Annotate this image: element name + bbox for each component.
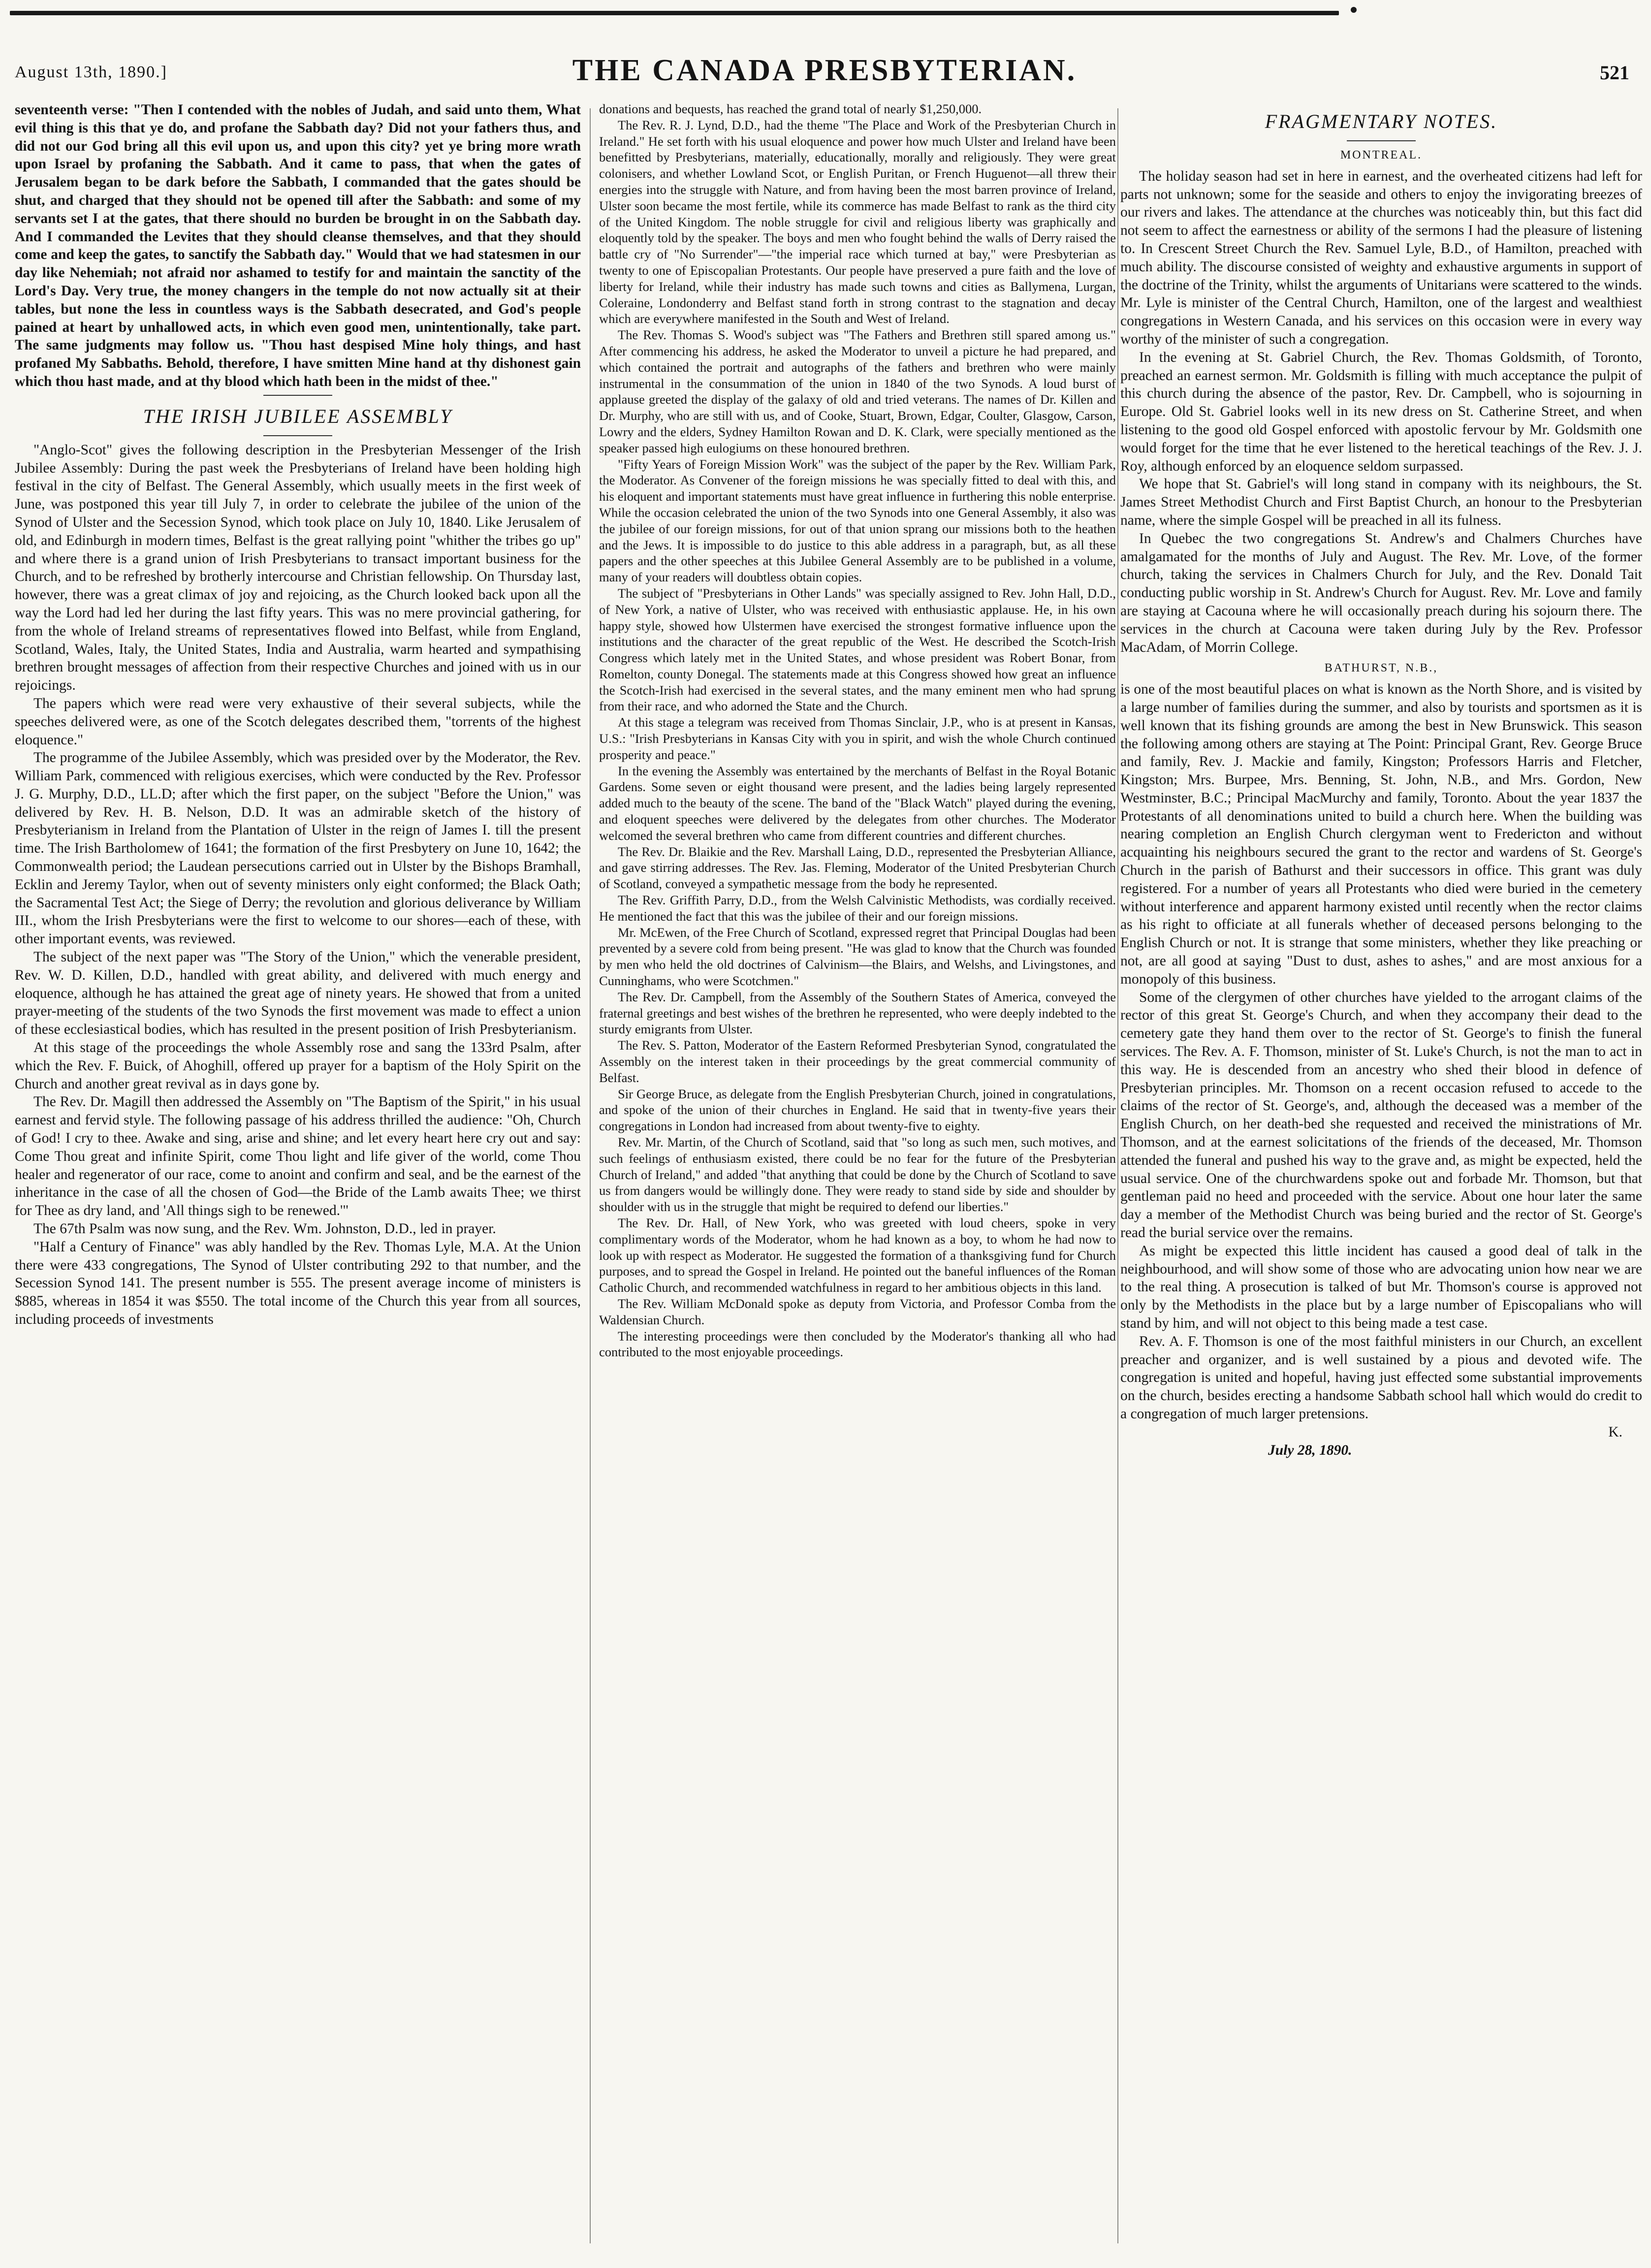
- article-paragraph: The 67th Psalm was now sung, and the Rev. Wm. Johnston, D.D., led in prayer.: [33, 1221, 496, 1237]
- article-paragraph: The Rev. R. J. Lynd, D.D., had the theme "The Place and Work of the Presbyterian Church in Ireland." He set forth with his usual eloquence and power how much Ulster and Ireland have been benefitted by Presbyterians, materially, educationally, morally and religiously. They were great colonisers, and whether Lowland Scot, or English Puritan, or French Huguenot—all threw their energies into the struggle with Nature, and from having been the most barren province of Ireland, Ulster soon became the most fertile, while its commerce has made Belfast to rank as the third city of the United Kingdom. The noble struggle for civil and religious liberty was graphically and eloquently told by the speaker. The boys and men who fought behind the walls of Derry raised the battle cry of "No Surrender"—"the imperial race which turned at bay," were Presbyterian as twenty to one of Episcopalian Protestants. Our people have preserved a pure faith and the love of liberty for Ireland, while their industry has made such towns and cities as Ballymena, Lurgan, Coleraine, Londonderry and Belfast stand forth in strong contrast to the stagnation and decay which are everywhere manifested in the South and West of Ireland.: [599, 117, 1116, 326]
- article-paragraph: Mr. McEwen, of the Free Church of Scotland, expressed regret that Principal Douglas had been prevented by a severe cold from being present. "He was glad to know that the Church was founded by men who held the old doctrines of Calvinism—the Blairs, and Welshs, and Livingstones, and Cunninghams, who were Scotchmen.": [599, 925, 1116, 989]
- article-paragraph: The Rev. Dr. Hall, of New York, who was greeted with loud cheers, spoke in very complimentary words of the Moderator, whom he had known as a boy, to whom he had now to look up with respect as Moderator. He suggested the formation of a thanksgiving fund for Church purposes, and to spread the Gospel in Ireland. He pointed out the baneful influences of the Roman Catholic Church, and recommended watchfulness in regard to her ambitious objects in this land.: [599, 1215, 1116, 1295]
- column-2: [599, 101, 1116, 2248]
- article-paragraph: At this stage of the proceedings the whole Assembly rose and sang the 133rd Psalm, after which the Rev. F. Buick, of Ahoghill, offered up prayer for a baptism of the Holy Spirit on the Church and another great revival as in days gone by.: [15, 1040, 581, 1092]
- article-paragraph: We hope that St. Gabriel's will long stand in company with its neighbours, the St. James Street Methodist Church and First Baptist Church, an honour to the Presbyterian name, where the simple Gospel will be preached in all its fulness.: [1120, 476, 1642, 528]
- article-paragraph: The Rev. Griffith Parry, D.D., from the Welsh Calvinistic Methodists, was cordially received. He mentioned the fact that this was the jubilee of their and our foreign missions.: [599, 893, 1116, 924]
- column-divider: [590, 108, 591, 2243]
- column-3: [1120, 101, 1642, 2248]
- article-paragraph: Rev. Mr. Martin, of the Church of Scotland, said that "so long as such men, such motives, and such feelings of enthusiasm existed, there could be no fear for the future of the Presbyterian Church of Ireland," and added "that anything that could be done by the Church of Scotland to save us from dangers would be willingly done. They were ready to stand side by side and shoulder by shoulder with us in the struggle that might be required to defend our liberties.": [599, 1135, 1116, 1214]
- article-paragraph: The programme of the Jubilee Assembly, which was presided over by the Moderator, the Rev. William Park, commenced with religious exercises, which were conducted by the Rev. Professor J. G. Murphy, D.D., LL.D; after which the first paper, on the subject "Before the Union," was delivered by Rev. H. B. Nelson, D.D. It was an admirable sketch of the history of Presbyterianism in Ireland from the Plantation of Ulster in the reign of James I. till the present time. The Irish Bartholomew of 1641; the formation of the first Presbytery on June 10, 1642; the Commonwealth period; the Laudean persecutions carried out in Ulster by the Bishops Bramhall, Ecklin and Jeremy Taylor, when out of seventy ministers only eight conformed; the Black Oath; the Sacramental Test Act; the Siege of Derry; the revolution and glorious deliverance by William III., whom the Irish Presbyterians were the first to welcome to our shores—each of these, with other important events, was reviewed.: [15, 750, 581, 947]
- article-paragraph: The Rev. Thomas S. Wood's subject was "The Fathers and Brethren still spared among us." After commencing his address, he asked the Moderator to unveil a picture he had prepared, and which contained the portrait and autographs of the fathers and brethren who were mainly instrumental in the consummation of the union in 1840 of the two Synods. A loud burst of applause greeted the display of the galaxy of old and tried veterans. The names of Dr. Killen and Dr. Murphy, who are still with us, and of Cooke, Stuart, Brown, Edgar, Coulter, Glasgow, Carson, Lowry and the elders, Sydney Hamilton Rowan and D. K. Clark, were specially mentioned as the speaker passed high eulogiums on these honoured brethren.: [599, 327, 1116, 455]
- page-number: 521: [1600, 62, 1629, 84]
- article-paragraph: "Fifty Years of Foreign Mission Work" was the subject of the paper by the Rev. William Park, the Moderator. As Convener of the foreign missions he was specially fitted to deal with this, and his eloquent and important statements must have great influence in furthering this noble enterprise. While the occasion celebrated the union of the two Synods into one General Assembly, it also was the jubilee of our foreign missions, for out of that union sprang our missions both to the heathen and the Jews. It is impossible to do justice to this able address in a paragraph, but, as all these papers and the other speeches at this Jubilee General Assembly are to be published in a volume, many of your readers will doubtless obtain copies.: [599, 456, 1116, 585]
- top-dot: [1351, 7, 1357, 13]
- article-paragraph: At this stage a telegram was received from Thomas Sinclair, J.P., who is at present in Kansas, U.S.: "Irish Presbyterians in Kansas City with you in spirit, and wish the whole Church continued prosperity and peace.": [599, 715, 1116, 762]
- article-paragraph: The Rev. Dr. Campbell, from the Assembly of the Southern States of America, conveyed the fraternal greetings and best wishes of the brethren he represented, who were deeply indebted to the sturdy emigrants from Ulster.: [599, 989, 1116, 1037]
- subhead-montreal: MONTREAL.: [1340, 149, 1423, 161]
- author-signoff: K.: [1608, 1424, 1622, 1440]
- article-paragraph: The Rev. Dr. Magill then addressed the Assembly on "The Baptism of the Spirit," in his usual earnest and fervid style. The following passage of his address thrilled the audience: "Oh, Church of God! I cry to thee. Awake and sing, arise and shine; and let every heart here cry out and say: Come Thou great and infinite Spirit, come Thou light and life giver of the world, come Thou healer and regenerator of our race, come to anoint and confirm and seal, and be the earnest of the inheritance in the case of all the chosen of God—the Bride of the Lamb awaits Thee; we thirst for Thee as dry land, and 'All things sigh to be renewed.'": [15, 1094, 581, 1219]
- article-paragraph: seventeenth verse: "Then I contended with the nobles of Judah, and said unto them, What evil thing is this that ye do, and profane the Sabbath day? Did not your fathers thus, and did not our God bring all this evil upon us, and upon this city? yet ye bring more wrath upon Israel by profaning the Sabbath. And it came to pass, that when the gates of Jerusalem began to be dark before the Sabbath, I commanded that the gates should be shut, and charged that they should not be opened till after the Sabbath: and some of my servants set I at the gates, that there should no burden be brought in on the Sabbath day. And I commanded the Levites that they should cleanse themselves, and that they should come and keep the gates, to sanctify the Sabbath day." Would that we had statesmen in our day like Nehemiah; not afraid nor ashamed to testify for and maintain the sanctity of the Lord's Day. Very true, the money changers in the temple do not now actually sit at their tables, but none the less in countless ways is the Sabbath desecrated, and God's people pained at heart by unhallowed acts, in which even good men, unintentionally, take part. The same judgments may follow us. "Thou hast despised Mine holy things, and hast profaned My Sabbaths. Behold, therefore, I have smitten Mine hand at thy dishonest gain which thou hast made, and at thy blood which hath been in the midst of thee.": [15, 102, 581, 389]
- column-divider: [1117, 108, 1118, 2243]
- issue-date: August 13th, 1890.]: [15, 63, 167, 81]
- article-paragraph: The Rev. William McDonald spoke as deputy from Victoria, and Professor Comba from the Waldensian Church.: [599, 1296, 1116, 1327]
- article-paragraph: In the evening at St. Gabriel Church, the Rev. Thomas Goldsmith, of Toronto, preached an earnest sermon. Mr. Goldsmith is filling with much acceptance the pulpit of this church during the absence of the pastor, Rev. Dr. Campbell, who is sojourning in Europe. Old St. Gabriel looks well in its new dress on St. Catherine Street, and when listening to the good old Gospel enforced with apostolic fervour by Mr. Goldsmith one would forget for the time that he ever listened to the heretical teachings of the Rev. J. J. Roy, although enforced by an eloquence seldom surpassed.: [1120, 349, 1642, 474]
- top-rule: [10, 11, 1339, 15]
- article-paragraph: donations and bequests, has reached the grand total of nearly $1,250,000.: [599, 101, 982, 116]
- article-paragraph: Rev. A. F. Thomson is one of the most faithful ministers in our Church, an excellent preacher and organizer, and is well sustained by a pious and devoted wife. The congregation is united and hopeful, having just effected some substantial improvements on the church, besides erecting a handsome Sabbath school hall which would do credit to a congregation of much larger pretensions.: [1120, 1333, 1642, 1422]
- divider: [263, 395, 332, 396]
- dateline: July 28, 1890.: [1268, 1442, 1352, 1458]
- article-paragraph: Sir George Bruce, as delegate from the English Presbyterian Church, joined in congratulations, and spoke of the union of their churches in England. He said that in twenty-five years their congregations in London had increased from about twenty-five to eighty.: [599, 1086, 1116, 1134]
- article-paragraph: The subject of the next paper was "The Story of the Union," which the venerable president, Rev. W. D. Killen, D.D., handled with great ability, and delivered with much energy and eloquence, although he has attained the great age of ninety years. He showed that from a united prayer-meeting of the students of the two Synods the first movement was made to effect a union of these ecclesiastical bodies, which has resulted in the present position of Irish Presbyterianism.: [15, 949, 581, 1038]
- article-paragraph: The Rev. Dr. Blaikie and the Rev. Marshall Laing, D.D., represented the Presbyterian Alliance, and gave stirring addresses. The Rev. Jas. Fleming, Moderator of the United Presbyterian Church of Scotland, conveyed a sympathetic message from the body he represented.: [599, 844, 1116, 892]
- article-paragraph: As might be expected this little incident has caused a good deal of talk in the neighbourhood, and will show some of those who are advocating union how near we are to the real thing. A prosecution is talked of but Mr. Thomson's course is approved not only by the Methodists in the place but by a large number of Episcopalians who will stand by him, and will not object to this being made a test case.: [1120, 1243, 1642, 1331]
- column-1: [15, 101, 581, 2248]
- article-paragraph: The Rev. S. Patton, Moderator of the Eastern Reformed Presbyterian Synod, congratulated the Assembly on the interest taken in their proceedings by the great commercial community of Belfast.: [599, 1038, 1116, 1085]
- article-paragraph: is one of the most beautiful places on what is known as the North Shore, and is visited by a large number of families during the summer, and also by tourists and sportsmen as it is well known that its fishing grounds are among the best in New Brunswick. This season the following among others are staying at The Point: Principal Grant, Rev. George Bruce and family, Rev. J. Mackie and family, Kingston; Professors Harris and Fletcher, Kingston; Mrs. Burpee, Mrs. Benning, St. John, N.B., and Mrs. Gordon, New Westminster, B.C.; Principal MacMurchy and family, Toronto. About the year 1837 the Protestants of all denominations united to build a church here. When the building was nearing completion an English Church clergyman went to Fredericton and without acquainting his neighbours secured the grant to the rector and wardens of St. George's Church in the parish of Bathurst and their successors in office. This grant was duly registered. For a number of years all Protestants who died were buried in the cemetery without interference and apparent harmony existed until recently when the rector claims as his right to officiate at all funerals whether of deceased persons belonging to the English Church or not. It is strange that some ministers, whether they like preaching or not, are all good at saying "Dust to dust, ashes to ashes," and are most anxious for a monopoly of this business.: [1120, 681, 1642, 987]
- divider: [263, 435, 332, 436]
- divider: [1347, 140, 1416, 141]
- section-title-fragmentary-notes: FRAGMENTARY NOTES.: [1265, 110, 1498, 132]
- article-paragraph: The papers which were read were very exhaustive of their several subjects, while the speeches delivered were, as one of the Scotch delegates described them, "torrents of the highest eloquence.": [15, 695, 581, 748]
- subhead-bathurst: BATHURST, N.B.,: [1324, 662, 1438, 675]
- article-paragraph: In Quebec the two congregations St. Andrew's and Chalmers Churches have amalgamated for the months of July and August. The Rev. Mr. Love, of the former church, taking the services in Chalmers Church for July, and the Rev. Donald Tait conducting public worship in St. Andrew's Church for August. Rev. Mr. Love and family are staying at Cacouna where he will occasionally preach during his sojourn there. The services in the church at Cacouna were taken during July by the Rev. Professor MacAdam, of Morrin College.: [1120, 530, 1642, 655]
- article-paragraph: The interesting proceedings were then concluded by the Moderator's thanking all who had contributed to the most enjoyable proceedings.: [599, 1328, 1116, 1360]
- article-paragraph: Some of the clergymen of other churches have yielded to the arrogant claims of the rector of this great St. George's Church, and when they accompany their dead to the cemetery gate they hand them over to the rector of St. George's to finish the funeral services. The Rev. A. F. Thomson, minister of St. Luke's Church, is not the man to act in this way. He is descended from an ancestry who shed their blood in defence of Presbyterian principles. Mr. Thomson on a recent occasion refused to accede to the claims of the rector of St. George's, and, although the deceased was a member of the English Church, on her death-bed she requested and received the ministrations of Mr. Thomson, and at the earnest solicitations of the friends of the deceased, Mr. Thomson attended the funeral and pushed his way to the grave and, as might be expected, held the usual service. One of the churchwardens spoke out and forbade Mr. Thomson, but that gentleman paid no heed and proceeded with the service. About one hour later the same day a member of the Methodist Church was being buried and the rector of St. George's read the burial service over the remains.: [1120, 989, 1642, 1241]
- article-paragraph: In the evening the Assembly was entertained by the merchants of Belfast in the Royal Botanic Gardens. Some seven or eight thousand were present, and the ladies being largely represented added much to the beauty of the scene. The band of the "Black Watch" played during the evening, and eloquent speeches were delivered by the delegates from other churches. The Moderator welcomed the several brethren who came from different countries and different churches.: [599, 763, 1116, 843]
- article-paragraph: The holiday season had set in here in earnest, and the overheated citizens had left for parts not unknown; some for the seaside and others to enjoy the invigorating breezes of our rivers and lakes. The attendance at the churches was noticeably thin, but this fact did not seem to affect the earnestness or ability of the sermons I had the pleasure of listening to. In Crescent Street Church the Rev. Samuel Lyle, B.D., of Hamilton, preached with much ability. The discourse consisted of weighty and exhaustive arguments in support of the doctrine of the Trinity, whilst the arguments of Unitarians were scattered to the winds. Mr. Lyle is minister of the Central Church, Hamilton, one of the largest and wealthiest congregations in Western Canada, and his services on this occasion were in every way worthy of the minister of such a congregation.: [1120, 168, 1642, 347]
- article-paragraph: The subject of "Presbyterians in Other Lands" was specially assigned to Rev. John Hall, D.D., of New York, a native of Ulster, who was received with enthusiastic applause. He, in his own happy style, showed how Ulstermen have exercised the strongest formative influence upon the institutions and the character of the great republic of the West. He described the Scotch-Irish Congress which lately met in the United States, and whose president was Robert Bonar, from Romelton, county Donegal. The statements made at this Congress showed how great an influence the Scotch-Irish had exercised in the several states, and the many eminent men who had sprung from their race, and who adorned the State and the Church.: [599, 585, 1116, 714]
- page-header: [15, 49, 1634, 103]
- newspaper-title: THE CANADA PRESBYTERIAN.: [572, 54, 1077, 87]
- section-title-irish-jubilee: THE IRISH JUBILEE ASSEMBLY: [143, 405, 453, 427]
- article-paragraph: "Anglo-Scot" gives the following description in the Presbyterian Messenger of the Irish Jubilee Assembly: During the past week the Presbyterians of Ireland have been holding high festival in the city of Belfast. The General Assembly, which usually meets in the first week of June, was postponed this year till July 7, in order to celebrate the jubilee of the union of the Synod of Ulster and the Secession Synod, which took place on July 10, 1840. Like Jerusalem of old, and Edinburgh in modern times, Belfast is the great rallying point "whither the tribes go up" and where there is a grand union of Irish Presbyterians to transact important business for the Church, and to be refreshed by brotherly intercourse and Christian fellowship. On Thursday last, however, there was a great climax of joy and rejoicing, as the Church looked back upon all the way the Lord had led her during the last fifty years. This was no mere provincial gathering, for from the whole of Ireland streams of representatives flowed into Belfast, while from England, Scotland, Wales, Italy, the United States, India and Australia, warm hearted and sympathising brethren brought messages of affection from their respective Churches and joined with us in our rejoicings.: [15, 442, 581, 694]
- article-paragraph: "Half a Century of Finance" was ably handled by the Rev. Thomas Lyle, M.A. At the Union there were 433 congregations, The Synod of Ulster contributing 292 to that number, and the Secession Synod 141. The present number is 555. The present average income of ministers is $885, whereas in 1854 it was $550. The total income of the Church this year from all sources, including proceeds of investments: [15, 1239, 581, 1327]
